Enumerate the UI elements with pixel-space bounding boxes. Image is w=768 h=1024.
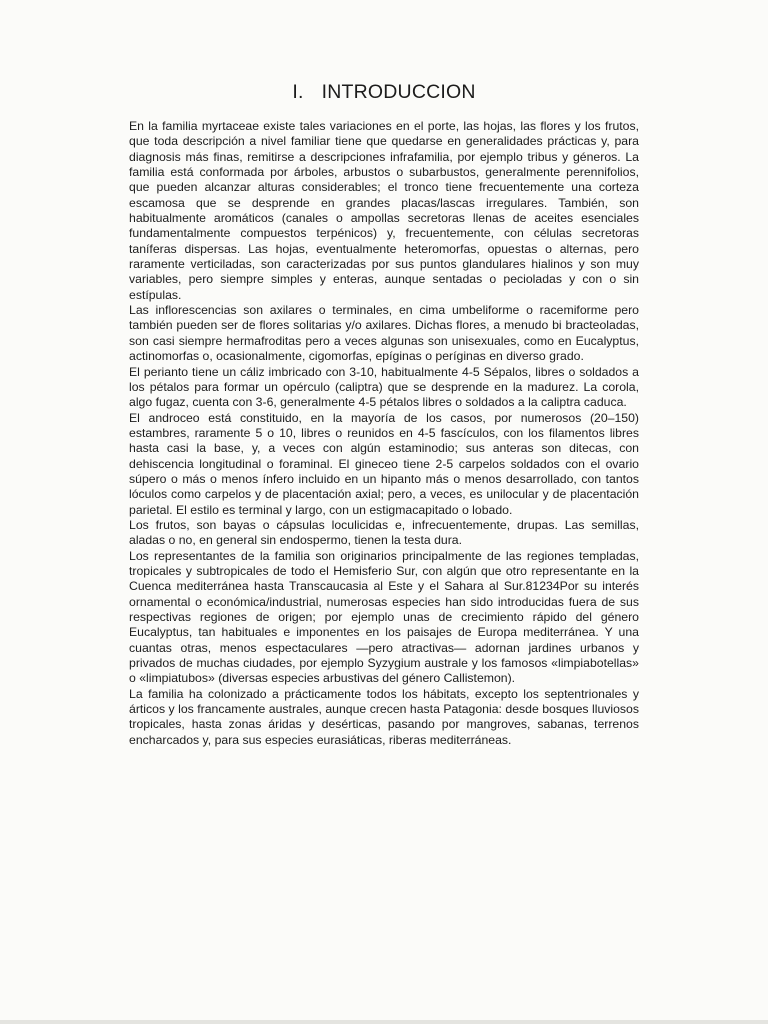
paragraph-androecium: El androceo está constituido, en la mayoría de los casos, por numerosos (20–150) estambres, raramente 5 o 10, libres o reunidos en 4-5 fascículos, con los filamentos libres hasta casi la base, y, a veces con algún estaminodio; sus anteras son ditecas, con dehiscencia longitudinal o foraminal. El gineceo tiene 2-5 carpelos soldados con el ovario súpero o más o menos ínfero incluido en un hipanto más o menos desarrollado, con tantos lóculos como carpelos y de placentación axial; pero, a veces, es unilocular y de placentación parietal. El estilo es terminal y largo, con un estigmacapitado o lobado.: [129, 410, 639, 517]
document-body: [129, 119, 639, 748]
paragraph-habitats: La familia ha colonizado a prácticamente todos los hábitats, excepto los septentrionales y árticos y los francamente australes, aunque crecen hasta Patagonia: desde bosques lluviosos tropicales, hasta zonas áridas y desérticas, pasando por mangroves, sabanas, terrenos encharcados y, para sus especies eurasiáticas, riberas mediterráneas.: [129, 686, 639, 747]
paragraph-fruits: Los frutos, son bayas o cápsulas loculicidas e, infrecuentemente, drupas. Las semillas, aladas o no, en general sin endospermo, tienen la testa dura.: [129, 517, 639, 548]
paragraph-inflorescences: Las inflorescencias son axilares o terminales, en cima umbeliforme o racemiforme pero también pueden ser de flores solitarias y/o axilares. Dichas flores, a menudo bi bracteoladas, son casi siempre hermafroditas pero a veces algunas son unisexuales, como en Eucalyptus, actinomorfas o, ocasionalmente, cigomorfas, epíginas o períginas en diverso grado.: [129, 303, 639, 364]
paragraph-distribution: Los representantes de la familia son originarios principalmente de las regiones templadas, tropicales y subtropicales de todo el Hemisferio Sur, con algún que otro representante en la Cuenca mediterránea hasta Transcaucasia al Este y el Sahara al Sur.81234Por su interés ornamental o económica/industrial, numerosas especies han sido introducidas fuera de sus respectivas regiones de origen; por ejemplo unas de crecimiento rápido del género Eucalyptus, tan habituales e imponentes en los paisajes de Europa mediterránea. Y una cuantas otras, menos espectaculares —pero atractivas— adornan jardines urbanos y privados de muchas ciudades, por ejemplo Syzygium australe y los famosos «limpiabotellas» o «limpiatubos» (diversas especies arbustivas del género Callistemon).: [129, 548, 639, 686]
section-heading: [0, 81, 768, 104]
scan-bottom-edge: [0, 1020, 768, 1024]
paragraph-perianth: El perianto tiene un cáliz imbricado con 3-10, habitualmente 4-5 Sépalos, libres o soldados a los pétalos para formar un opérculo (caliptra) que se desprende en la madurez. La corola, algo fugaz, cuenta con 3-6, generalmente 4-5 pétalos libres o soldados a la caliptra caduca.: [129, 364, 639, 410]
paragraph-general-description: En la familia myrtaceae existe tales variaciones en el porte, las hojas, las flores y los frutos, que toda descripción a nivel familiar tiene que quedarse en generalidades prácticas y, para diagnosis más finas, remitirse a descripciones infrafamilia, por ejemplo tribus y géneros. La familia está conformada por árboles, arbustos o subarbustos, generalmente perennifolios, que pueden alcanzar alturas considerables; el tronco tiene frecuentemente una corteza escamosa que se desprende en grandes placas/lascas irregulares. También, son habitualmente aromáticos (canales o ampollas secretoras llenas de aceites esenciales fundamentalmente compuestos terpénicos) y, frecuentemente, con células secretoras taníferas dispersas. Las hojas, eventualmente heteromorfas, opuestas o alternas, pero raramente verticiladas, son caracterizadas por sus puntos glandulares hialinos y son muy variables, pero siempre simples y enteras, aunque sentadas o pecioladas y con o sin estípulas.: [129, 119, 639, 302]
section-number: I.: [292, 81, 304, 103]
section-title: INTRODUCCION: [321, 81, 476, 103]
